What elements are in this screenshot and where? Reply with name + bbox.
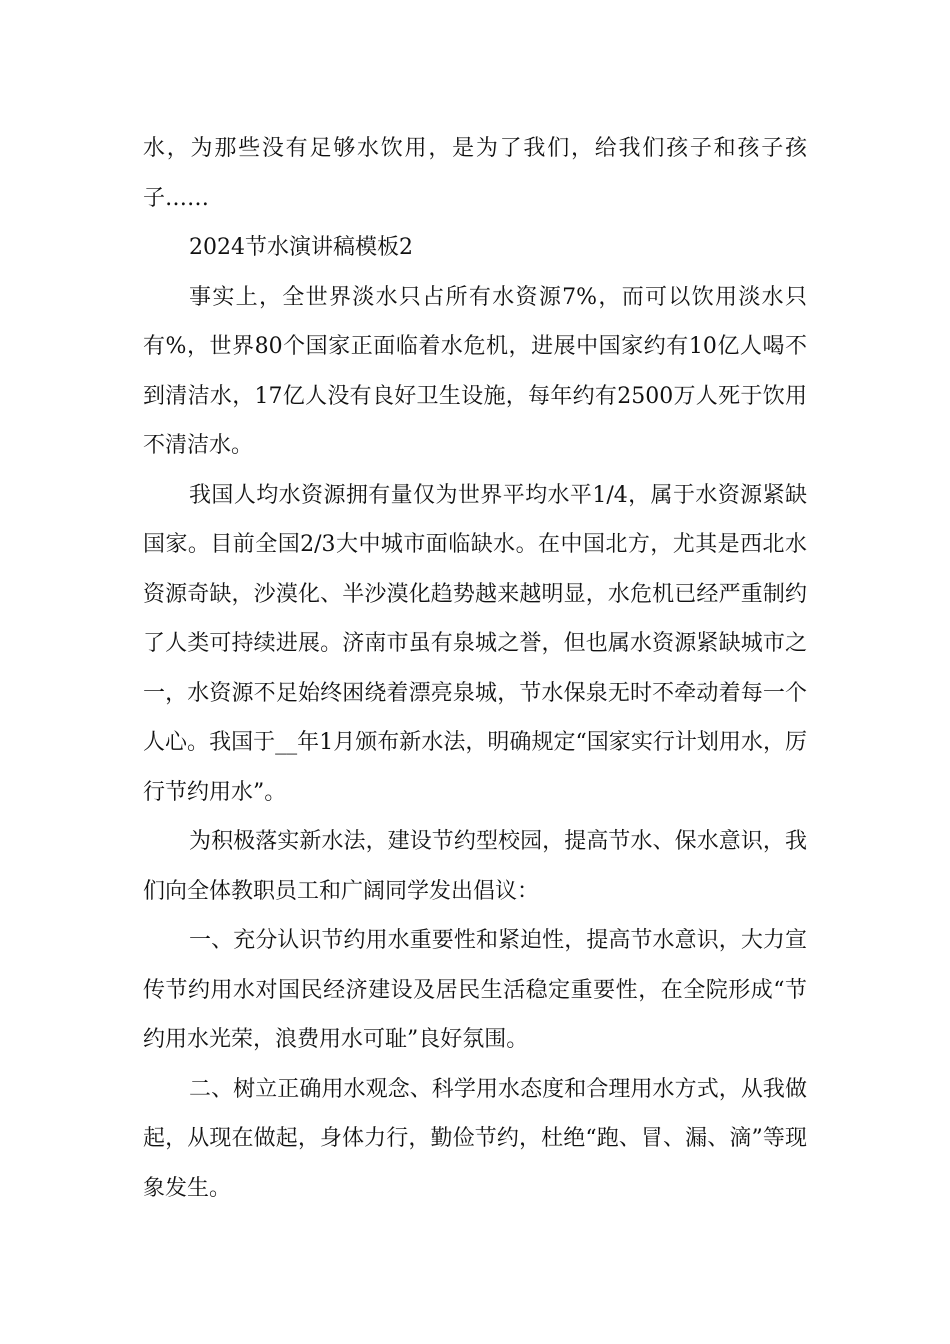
paragraph-initiative-intro: 为积极落实新水法，建设节约型校园，提高节水、保水意识，我们向全体教职员工和广阔同学发出倡议： [143,829,807,904]
paragraph-proposal-two: 二、树立正确用水观念、科学用水态度和合理用水方式，从我做起，从现在做起，身体力行，勤俭节约，杜绝“跑、冒、漏、滴”等现象发生。 [143,1076,807,1201]
paragraph-freshwater-facts: 事实上，全世界淡水只占所有水资源7%，而可以饮用淡水只有%，世界80个国家正面临着水危机，进展中国家约有10亿人喝不到清洁水，17亿人没有良好卫生设施，每年约有2500万人死于饮用不清洁水。 [143,284,807,458]
paragraph-continuation: 水，为那些没有足够水饮用，是为了我们，给我们孩子和孩子孩子…… [143,136,807,211]
paragraph-proposal-one: 一、充分认识节约用水重要性和紧迫性，提高节水意识，大力宣传节约用水对国民经济建设及居民生活稳定重要性，在全院形成“节约用水光荣，浪费用水可耻”良好氛围。 [143,928,807,1052]
paragraph-national-water-shortage: 我国人均水资源拥有量仅为世界平均水平1/4，属于水资源紧缺国家。目前全国2/3大中城市面临缺水。在中国北方，尤其是西北水资源奇缺，沙漠化、半沙漠化趋势越来越明显，水危机已经严重制约了人类可持续进展。济南市虽有泉城之誉，但也属水资源紧缺城市之一，水资源不足始终困绕着漂亮泉城，节水保泉无时不牵动着每一个人心。我国于__年1月颁布新水法，明确规定“国家实行计划用水，厉行节约用水”。 [143,482,807,805]
document-body [143,124,807,1213]
section-heading: 2024节水演讲稿模板2 [189,235,413,260]
